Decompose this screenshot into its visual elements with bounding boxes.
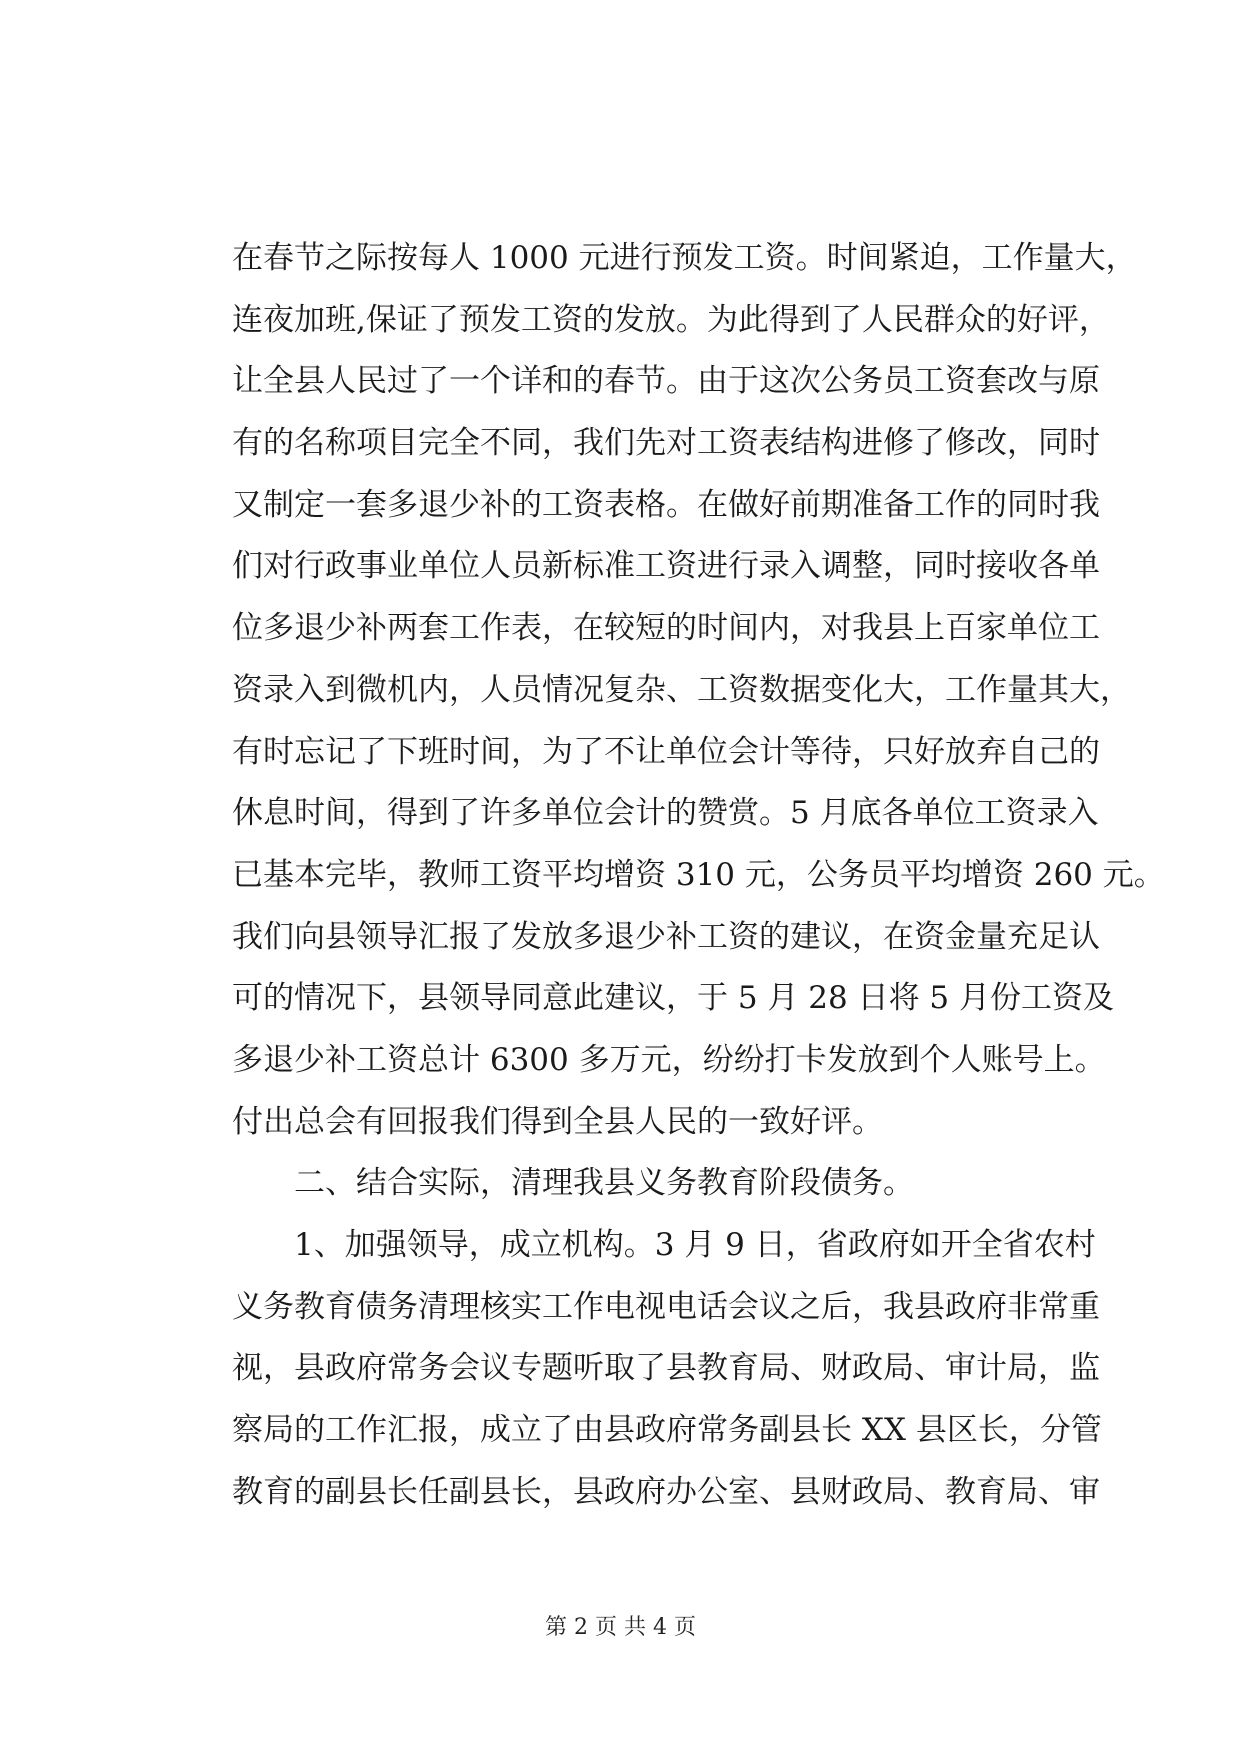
text-line: 有时忘记了下班时间，为了不让单位会计等待，只好放弃自己的 [232, 733, 1100, 770]
text-line: 教育的副县长任副县长，县政府办公室、县财政局、教育局、审 [232, 1473, 1100, 1510]
text-line: 休息时间，得到了许多单位会计的赞赏。5 月底各单位工资录入 [232, 795, 1099, 832]
text-line: 视，县政府常务会议专题听取了县教育局、财政局、审计局，监 [232, 1350, 1100, 1387]
text-line: 察局的工作汇报，成立了由县政府常务副县长 XX 县区长，分管 [232, 1412, 1102, 1449]
text-line: 多退少补工资总计 6300 多万元，纷纷打卡发放到个人账号上。 [232, 1041, 1106, 1078]
text-line: 已基本完毕，教师工资平均增资 310 元，公务员平均增资 260 元。 [232, 856, 1165, 893]
text-line: 连夜加班,保证了预发工资的发放。为此得到了人民群众的好评， [232, 301, 1110, 338]
text-line: 有的名称项目完全不同，我们先对工资表结构进修了修改，同时 [232, 425, 1100, 462]
text-line: 付出总会有回报我们得到全县人民的一致好评。 [232, 1103, 883, 1140]
text-line: 让全县人民过了一个详和的春节。由于这次公务员工资套改与原 [232, 363, 1100, 400]
section-heading: 二、结合实际，清理我县义务教育阶段债务。 [294, 1165, 914, 1202]
text-line: 义务教育债务清理核实工作电视电话会议之后，我县政府非常重 [232, 1288, 1100, 1325]
document-body [232, 228, 1165, 1523]
text-line: 可的情况下，县领导同意此建议，于 5 月 28 日将 5 月份工资及 [232, 980, 1115, 1017]
text-line: 又制定一套多退少补的工资表格。在做好前期准备工作的同时我 [232, 486, 1100, 523]
page-number-footer: 第 2 页 共 4 页 [545, 1615, 696, 1640]
text-line: 资录入到微机内，人员情况复杂、工资数据变化大，工作量其大， [232, 671, 1131, 708]
text-line: 1、加强领导，成立机构。3 月 9 日，省政府如开全省农村 [294, 1227, 1096, 1263]
text-line: 在春节之际按每人 1000 元进行预发工资。时间紧迫，工作量大， [232, 240, 1137, 276]
text-line: 我们向县领导汇报了发放多退少补工资的建议，在资金量充足认 [232, 918, 1100, 955]
text-line: 位多退少补两套工作表，在较短的时间内，对我县上百家单位工 [232, 610, 1100, 647]
text-line: 们对行政事业单位人员新标准工资进行录入调整，同时接收各单 [232, 548, 1100, 585]
